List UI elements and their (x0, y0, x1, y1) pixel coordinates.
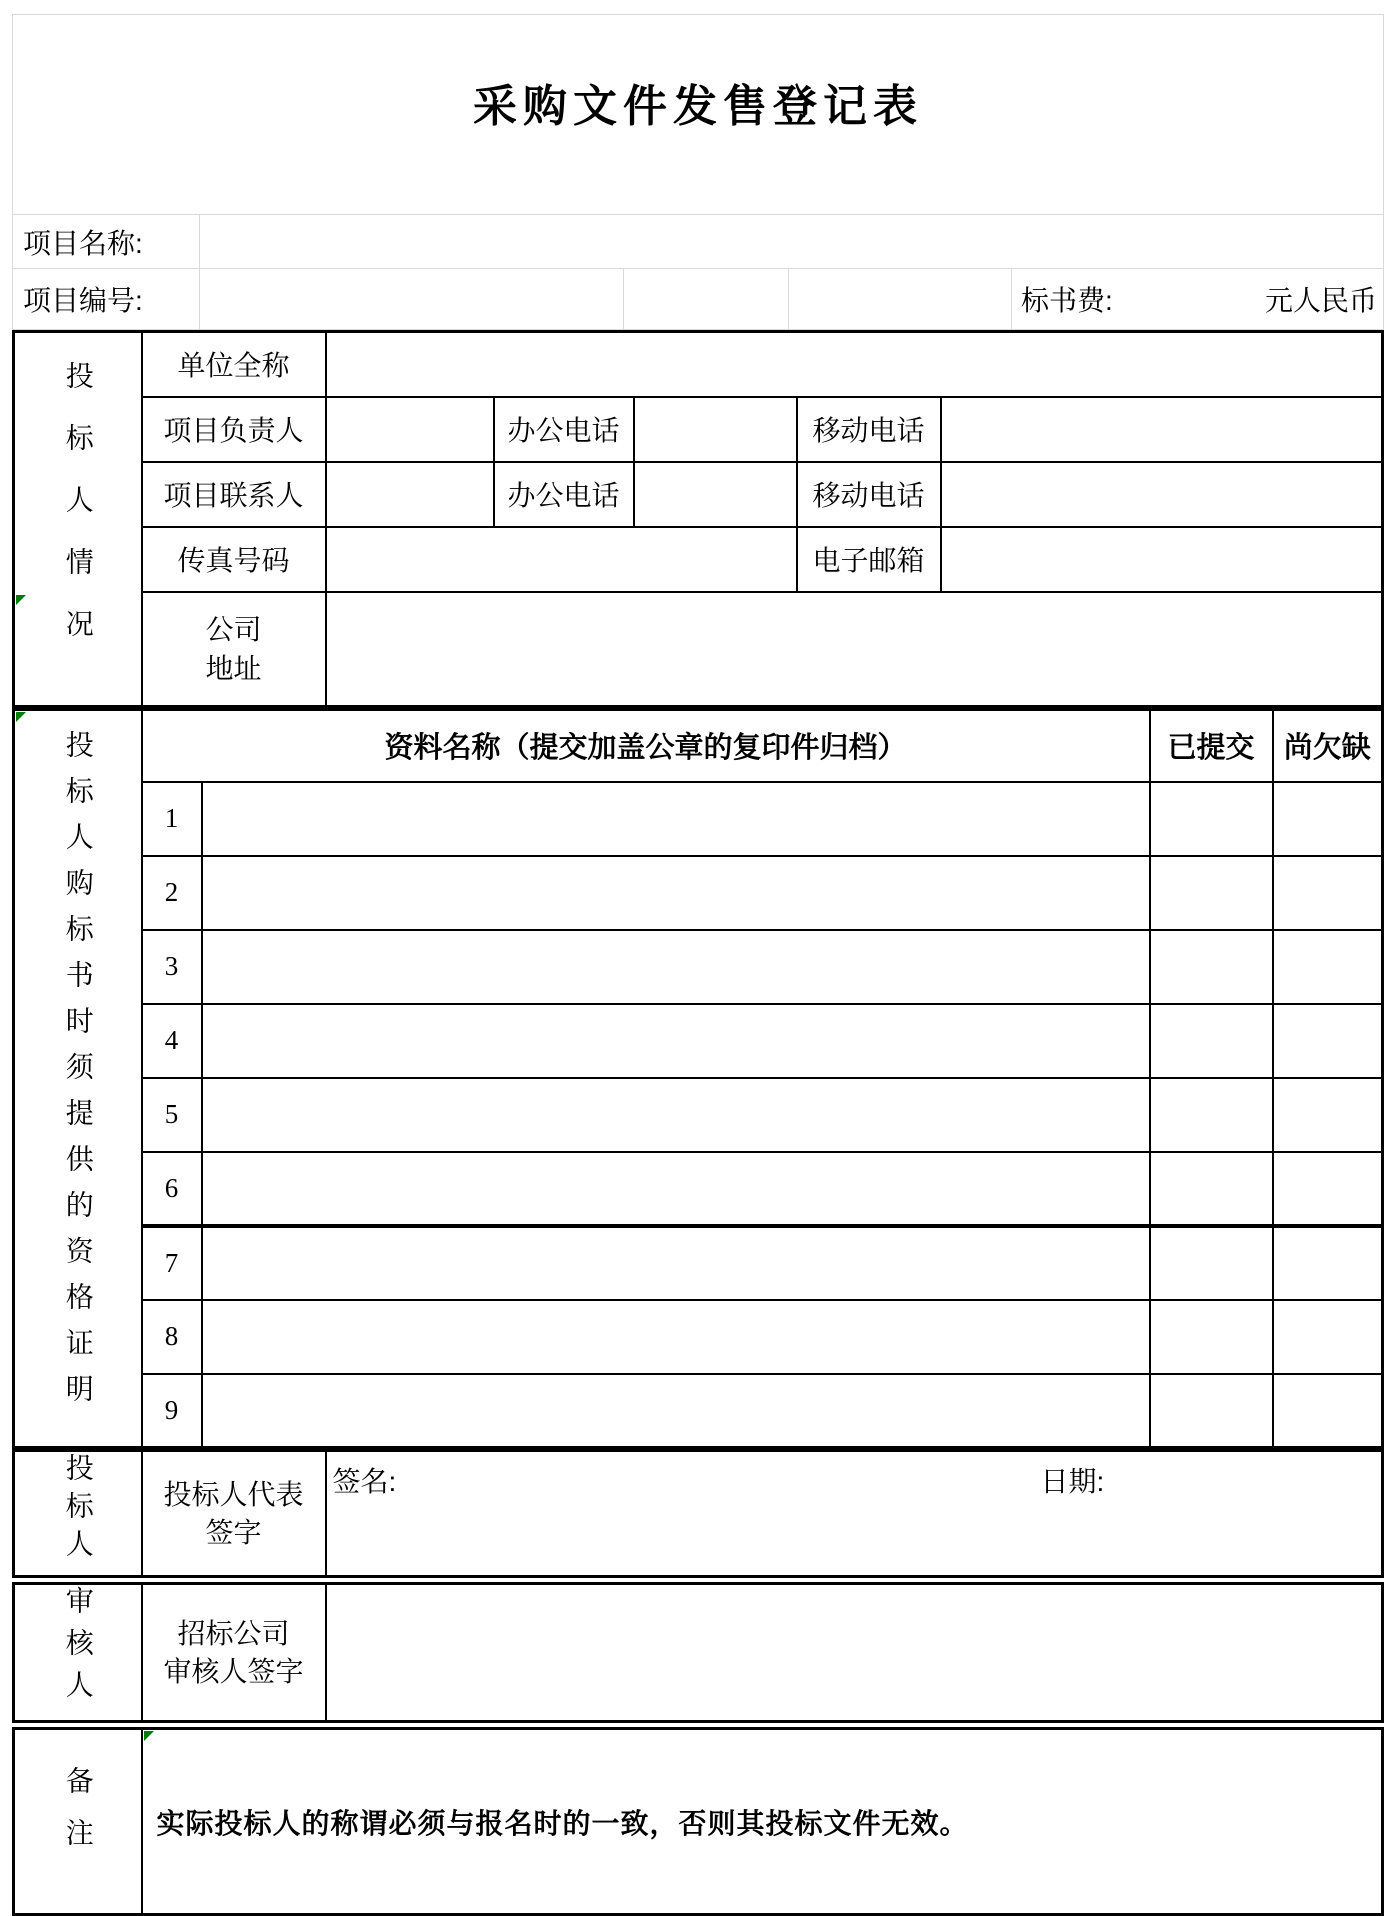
reviewer-section (12, 1582, 1384, 1723)
bidder-signature-section-label: 投标人 (14, 1451, 142, 1577)
missing-input-cell[interactable] (1273, 930, 1383, 1004)
form-header-area (12, 14, 1384, 330)
project-no-input-cell[interactable] (200, 269, 624, 330)
company-address-input-cell[interactable] (326, 592, 1383, 707)
bidder-rep-signature-label: 投标人代表签字 (142, 1451, 326, 1577)
remark-section-label: 备注 (14, 1729, 142, 1915)
row-number: 5 (142, 1078, 202, 1152)
qualification-row (14, 782, 1383, 856)
submitted-input-cell[interactable] (1150, 856, 1273, 930)
qualification-row (14, 1226, 1383, 1300)
company-address-label: 公司地址 (142, 592, 326, 707)
project-contact-label: 项目联系人 (142, 462, 326, 527)
row-number: 9 (142, 1374, 202, 1448)
missing-input-cell[interactable] (1273, 1226, 1383, 1300)
email-label: 电子邮箱 (797, 527, 941, 592)
date-label: 日期: (1040, 1466, 1105, 1497)
qualification-section (12, 708, 1384, 1449)
document-name-input-cell[interactable] (202, 782, 1150, 856)
manager-office-phone-label: 办公电话 (494, 397, 634, 462)
submitted-input-cell[interactable] (1150, 782, 1273, 856)
reviewer-signature-input-cell[interactable] (326, 1584, 1383, 1722)
fee-unit-label: 元人民币 (1264, 286, 1377, 317)
qualification-row (14, 1300, 1383, 1374)
remark-text: 实际投标人的称谓必须与报名时的一致，否则其投标文件无效。 (156, 1808, 969, 1840)
page-title (13, 15, 1384, 215)
page-title-text: 采购文件发售登记表 (473, 82, 923, 131)
remark-section (12, 1727, 1384, 1916)
qualification-row (14, 1374, 1383, 1448)
qualification-row (14, 1078, 1383, 1152)
company-name-label: 单位全称 (142, 332, 326, 397)
missing-input-cell[interactable] (1273, 1374, 1383, 1448)
row-number: 7 (142, 1226, 202, 1300)
fee-cell[interactable] (1012, 269, 1384, 330)
sign-label: 签名: (332, 1466, 397, 1497)
qualification-row (14, 1152, 1383, 1226)
bidder-info-section (12, 330, 1384, 708)
submitted-input-cell[interactable] (1150, 1226, 1273, 1300)
project-name-label: 项目名称: (13, 215, 200, 269)
fax-number-input-cell[interactable] (326, 527, 797, 592)
document-name-input-cell[interactable] (202, 1300, 1150, 1374)
bidder-signature-section (12, 1449, 1384, 1578)
qualification-row (14, 856, 1383, 930)
qualification-row (14, 930, 1383, 1004)
project-name-input-cell[interactable] (200, 215, 1384, 269)
project-manager-label: 项目负责人 (142, 397, 326, 462)
qualification-row (14, 1004, 1383, 1078)
qualification-section-label: 投标人购标书时须提供的资格证明 (14, 710, 142, 1448)
document-name-input-cell[interactable] (202, 856, 1150, 930)
submitted-input-cell[interactable] (1150, 1300, 1273, 1374)
document-name-input-cell[interactable] (202, 1226, 1150, 1300)
bidder-signature-input-cell[interactable] (326, 1451, 1383, 1577)
row-number: 4 (142, 1004, 202, 1078)
missing-input-cell[interactable] (1273, 1078, 1383, 1152)
contact-office-phone-input-cell[interactable] (634, 462, 797, 527)
project-manager-input-cell[interactable] (326, 397, 494, 462)
contact-mobile-phone-input-cell[interactable] (941, 462, 1383, 527)
document-name-input-cell[interactable] (202, 930, 1150, 1004)
document-name-header: 资料名称（提交加盖公章的复印件归档） (142, 710, 1150, 782)
missing-input-cell[interactable] (1273, 782, 1383, 856)
reviewer-section-label: 审核人 (14, 1584, 142, 1722)
document-name-input-cell[interactable] (202, 1004, 1150, 1078)
project-no-label: 项目编号: (13, 269, 200, 330)
manager-office-phone-input-cell[interactable] (634, 397, 797, 462)
contact-mobile-phone-label: 移动电话 (797, 462, 941, 527)
row-number: 2 (142, 856, 202, 930)
empty-cell[interactable] (789, 269, 1012, 330)
reviewer-signature-label: 招标公司 审核人签字 (142, 1584, 326, 1722)
contact-office-phone-label: 办公电话 (494, 462, 634, 527)
missing-input-cell[interactable] (1273, 1300, 1383, 1374)
manager-mobile-phone-label: 移动电话 (797, 397, 941, 462)
document-name-input-cell[interactable] (202, 1078, 1150, 1152)
fax-number-label: 传真号码 (142, 527, 326, 592)
excel-error-indicator (16, 712, 26, 722)
fee-label: 标书费: (1021, 285, 1113, 316)
project-contact-input-cell[interactable] (326, 462, 494, 527)
document-name-input-cell[interactable] (202, 1374, 1150, 1448)
missing-header: 尚欠缺 (1273, 710, 1383, 782)
missing-input-cell[interactable] (1273, 856, 1383, 930)
submitted-input-cell[interactable] (1150, 1078, 1273, 1152)
submitted-input-cell[interactable] (1150, 1374, 1273, 1448)
missing-input-cell[interactable] (1273, 1004, 1383, 1078)
row-number: 1 (142, 782, 202, 856)
excel-error-indicator (16, 595, 26, 605)
email-input-cell[interactable] (941, 527, 1383, 592)
excel-error-indicator (144, 1731, 154, 1741)
row-number: 8 (142, 1300, 202, 1374)
remark-content-cell (142, 1729, 1383, 1915)
row-number: 3 (142, 930, 202, 1004)
submitted-input-cell[interactable] (1150, 1004, 1273, 1078)
submitted-input-cell[interactable] (1150, 1152, 1273, 1226)
company-name-input-cell[interactable] (326, 332, 1383, 397)
submitted-header: 已提交 (1150, 710, 1273, 782)
bidder-info-section-label: 投标人情况 (14, 332, 142, 707)
document-name-input-cell[interactable] (202, 1152, 1150, 1226)
submitted-input-cell[interactable] (1150, 930, 1273, 1004)
empty-cell[interactable] (624, 269, 789, 330)
missing-input-cell[interactable] (1273, 1152, 1383, 1226)
row-number: 6 (142, 1152, 202, 1226)
manager-mobile-phone-input-cell[interactable] (941, 397, 1383, 462)
